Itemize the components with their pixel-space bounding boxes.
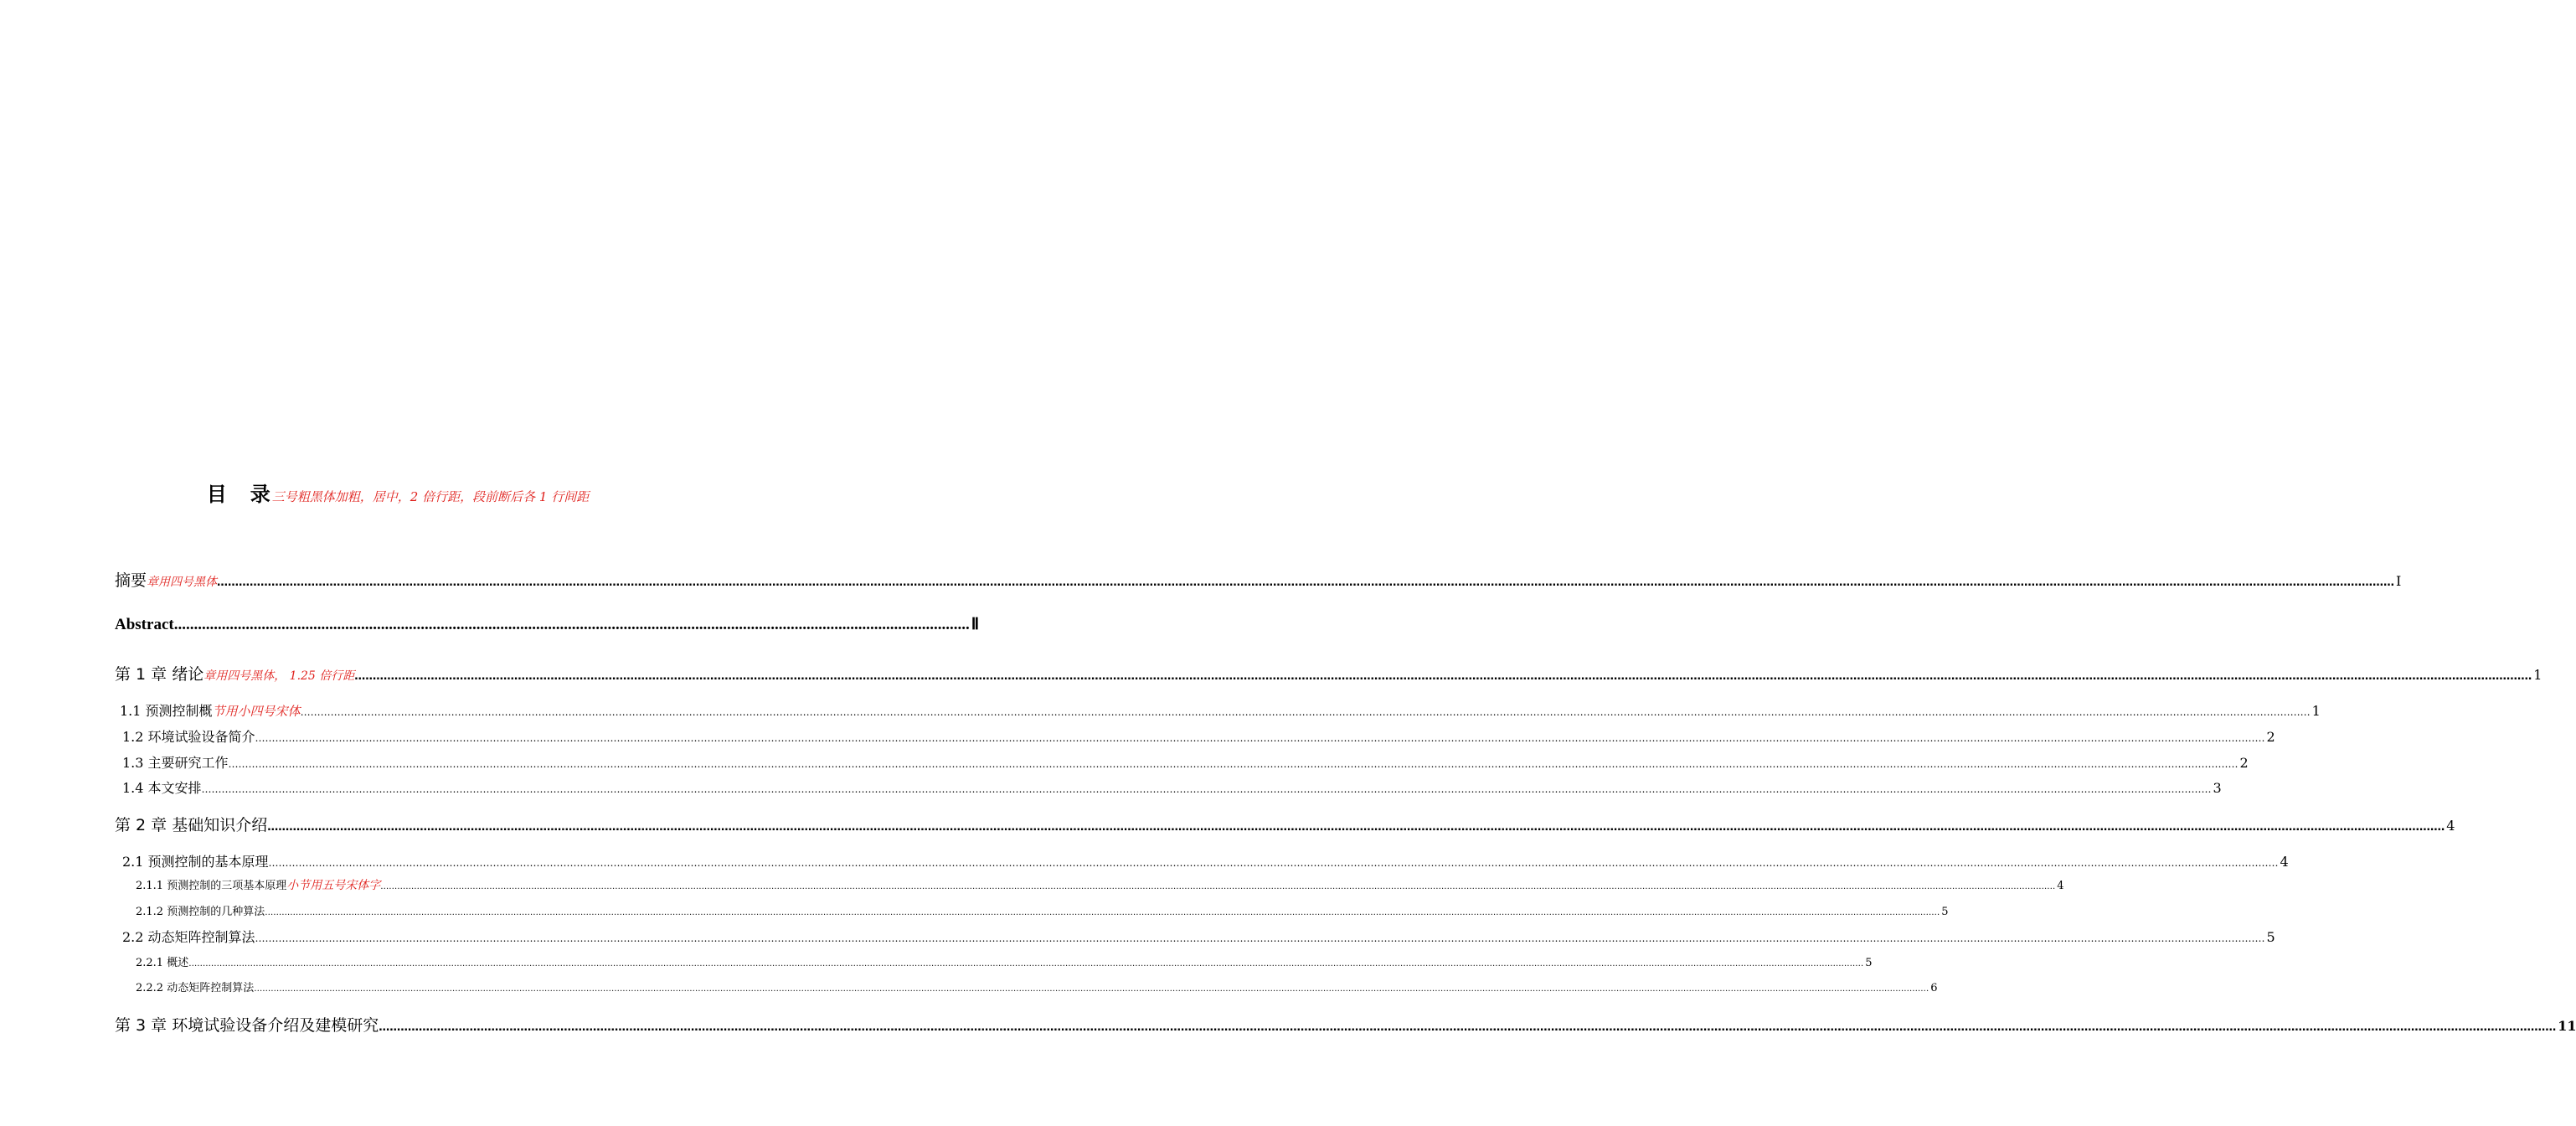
toc-leader-dots: …………………………………………………………………………………………………………………………………………………………………………………………………………………………………………………………………………………………………………………………………………………………………………………………………………………………………………………………………………………………………………………………………………………… [354,670,2532,683]
toc-entry-page: 6 [1930,982,1938,994]
toc-entry-label: 1.1 预测控制概 [120,703,213,719]
toc-leader-dots: …………………………………………………………………………………………………………………………………………………………………………………………………………………………………………………………………………………………………………………………………………………………………………………………………………………………………………………………………………………………………………………………………………………… [255,932,2265,944]
toc-entry-page: 11 [2558,1018,2576,1034]
toc-entry-section-2-2[interactable] [122,927,2275,946]
toc-entry-page: 5 [2266,929,2275,945]
toc-entry-section-1-4[interactable] [122,777,2222,797]
toc-entry-page: Ⅱ [971,616,980,633]
toc-entry-subsection-2-1-2[interactable] [136,902,1949,918]
toc-leader-dots: …………………………………………………………………………………………………………………………………………………………………………………………………………………………………………………………………………………………………………………………………………………………………………………………………………………………………………………………………………………………………………………………………………………… [300,706,2311,718]
toc-entry-note: 小节用五号宋体字 [286,879,381,892]
toc-entry-label: Abstract [115,616,174,633]
toc-leader-dots: …………………………………………………………………………………………………………………………………………………………………………………………………………………………………………………………………………………………………………………………………………………………………………………………………………………………………………………………………………………………………………………………………………………… [228,758,2239,770]
toc-entry-chapter-3[interactable] [115,1013,2576,1036]
toc-entry-section-2-1[interactable] [122,851,2289,870]
toc-entry-label: 2.1.2 预测控制的几种算法 [136,906,265,918]
toc-entry-label: 2.2.1 概述 [136,957,189,969]
toc-entry-label: 2.1 预测控制的基本原理 [122,854,269,870]
toc-entry-note: 章用四号黑体， 1.25 倍行距 [204,669,355,683]
toc-entry-page: 4 [2280,854,2289,870]
toc-entry-note: 章用四号黑体 [147,576,218,589]
toc-entry-page: Ⅰ [2396,573,2402,589]
toc-entry-label: 第 2 章 基础知识介绍 [115,816,268,834]
toc-leader-dots: …………………………………………………………………………………………………………………………………………………………………………………………………………………………………………………………………………………………………………………………………………………………………………………………………………………………………………………………………………………………………………………………………………………… [217,576,2395,589]
toc-entry-label: 摘要 [115,571,147,590]
toc-leader-dots: …………………………………………………………………………………………………………………………………………………………………………………………………………………………………………………………………………………………………………………………………………………………………………………………………………………………………………………………………………………………………………………………………………………… [265,908,1940,917]
toc-entry-page: 5 [1941,906,1949,918]
toc-entry-page: 1 [2311,703,2321,719]
toc-title: 目 录 [206,483,272,506]
toc-entry-page: 4 [2446,818,2455,834]
toc-entry-label: 2.1.1 预测控制的三项基本原理 [136,880,287,892]
toc-leader-dots: …………………………………………………………………………………………………………………………………………………………………………………………………………………………………………………………………………………………………………………………………………………………………………………………………………………………………………………………………………………………………………………………………………………… [201,783,2212,795]
toc-entry-page: 2 [2266,729,2275,745]
toc-entry-section-1-2[interactable] [122,726,2275,746]
toc-entry-abstract-en[interactable] [115,615,980,634]
toc-entry-subsection-2-2-1[interactable] [136,953,1873,969]
toc-leader-dots: …………………………………………………………………………………………………………………………………………………………………………………………………………………………………………………………………………………………………………………………………………………………………………………………………………………………………………………………………………………………………………………………………………………… [255,732,2265,744]
toc-title-line [0,478,796,507]
toc-entry-page: 3 [2213,780,2222,796]
toc-entry-label: 1.3 主要研究工作 [122,755,229,771]
toc-entry-page: 5 [1865,957,1873,969]
toc-leader-dots: …………………………………………………………………………………………………………………………………………………………………………………………………………………………………………………………………………………………………………………………………………………………………………………………………………………………………………………………………………………………………………………………………………………… [254,984,1929,994]
toc-leader-dots: …………………………………………………………………………………………………………………………………………………………………………………………………………………………………………………………………………………………………………………………………………………………………………………………………………………………………………………………………………………………………………………………………………………… [188,959,1864,968]
toc-entry-chapter-1[interactable] [115,662,2543,684]
toc-entry-label: 1.4 本文安排 [122,780,202,796]
toc-entry-page: 1 [2533,667,2543,683]
toc-entry-note: 节用小四号宋体 [212,704,301,719]
toc-entry-label: 第 1 章 绪论 [115,665,204,684]
toc-entry-label: 2.2.2 动态矩阵控制算法 [136,982,255,994]
toc-leader-dots: ........................................................................................................................................................................................................ [173,616,970,633]
toc-entry-chapter-2[interactable] [115,813,2455,835]
toc-entry-label: 2.2 动态矩阵控制算法 [122,929,255,945]
toc-leader-dots: …………………………………………………………………………………………………………………………………………………………………………………………………………………………………………………………………………………………………………………………………………………………………………………………………………………………………………………………………………………………………………………………………………………… [379,1021,2557,1034]
toc-entry-label: 1.2 环境试验设备简介 [122,729,255,745]
toc-entry-label: 第 3 章 环境试验设备介绍及建模研究 [115,1016,379,1035]
toc-title-note: 三号粗黑体加粗，居中，2 倍行距，段前断后各 1 行间距 [271,489,590,504]
toc-entry-page: 2 [2239,755,2249,771]
toc-entry-page: 4 [2057,880,2064,892]
toc-entry-subsection-2-1-1[interactable] [136,876,2064,893]
toc-leader-dots: …………………………………………………………………………………………………………………………………………………………………………………………………………………………………………………………………………………………………………………………………………………………………………………………………………………………………………………………………………………………………………………………………………………… [267,821,2445,834]
toc-leader-dots: …………………………………………………………………………………………………………………………………………………………………………………………………………………………………………………………………………………………………………………………………………………………………………………………………………………………………………………………………………………………………………………………………………………… [380,882,2056,891]
toc-entry-subsection-2-2-2[interactable] [136,979,1938,994]
toc-entry-abstract-cn[interactable] [115,568,2402,591]
toc-leader-dots: …………………………………………………………………………………………………………………………………………………………………………………………………………………………………………………………………………………………………………………………………………………………………………………………………………………………………………………………………………………………………………………………………………………… [268,857,2279,869]
toc-entry-section-1-1[interactable] [120,700,2321,720]
toc-entry-section-1-3[interactable] [122,752,2249,772]
